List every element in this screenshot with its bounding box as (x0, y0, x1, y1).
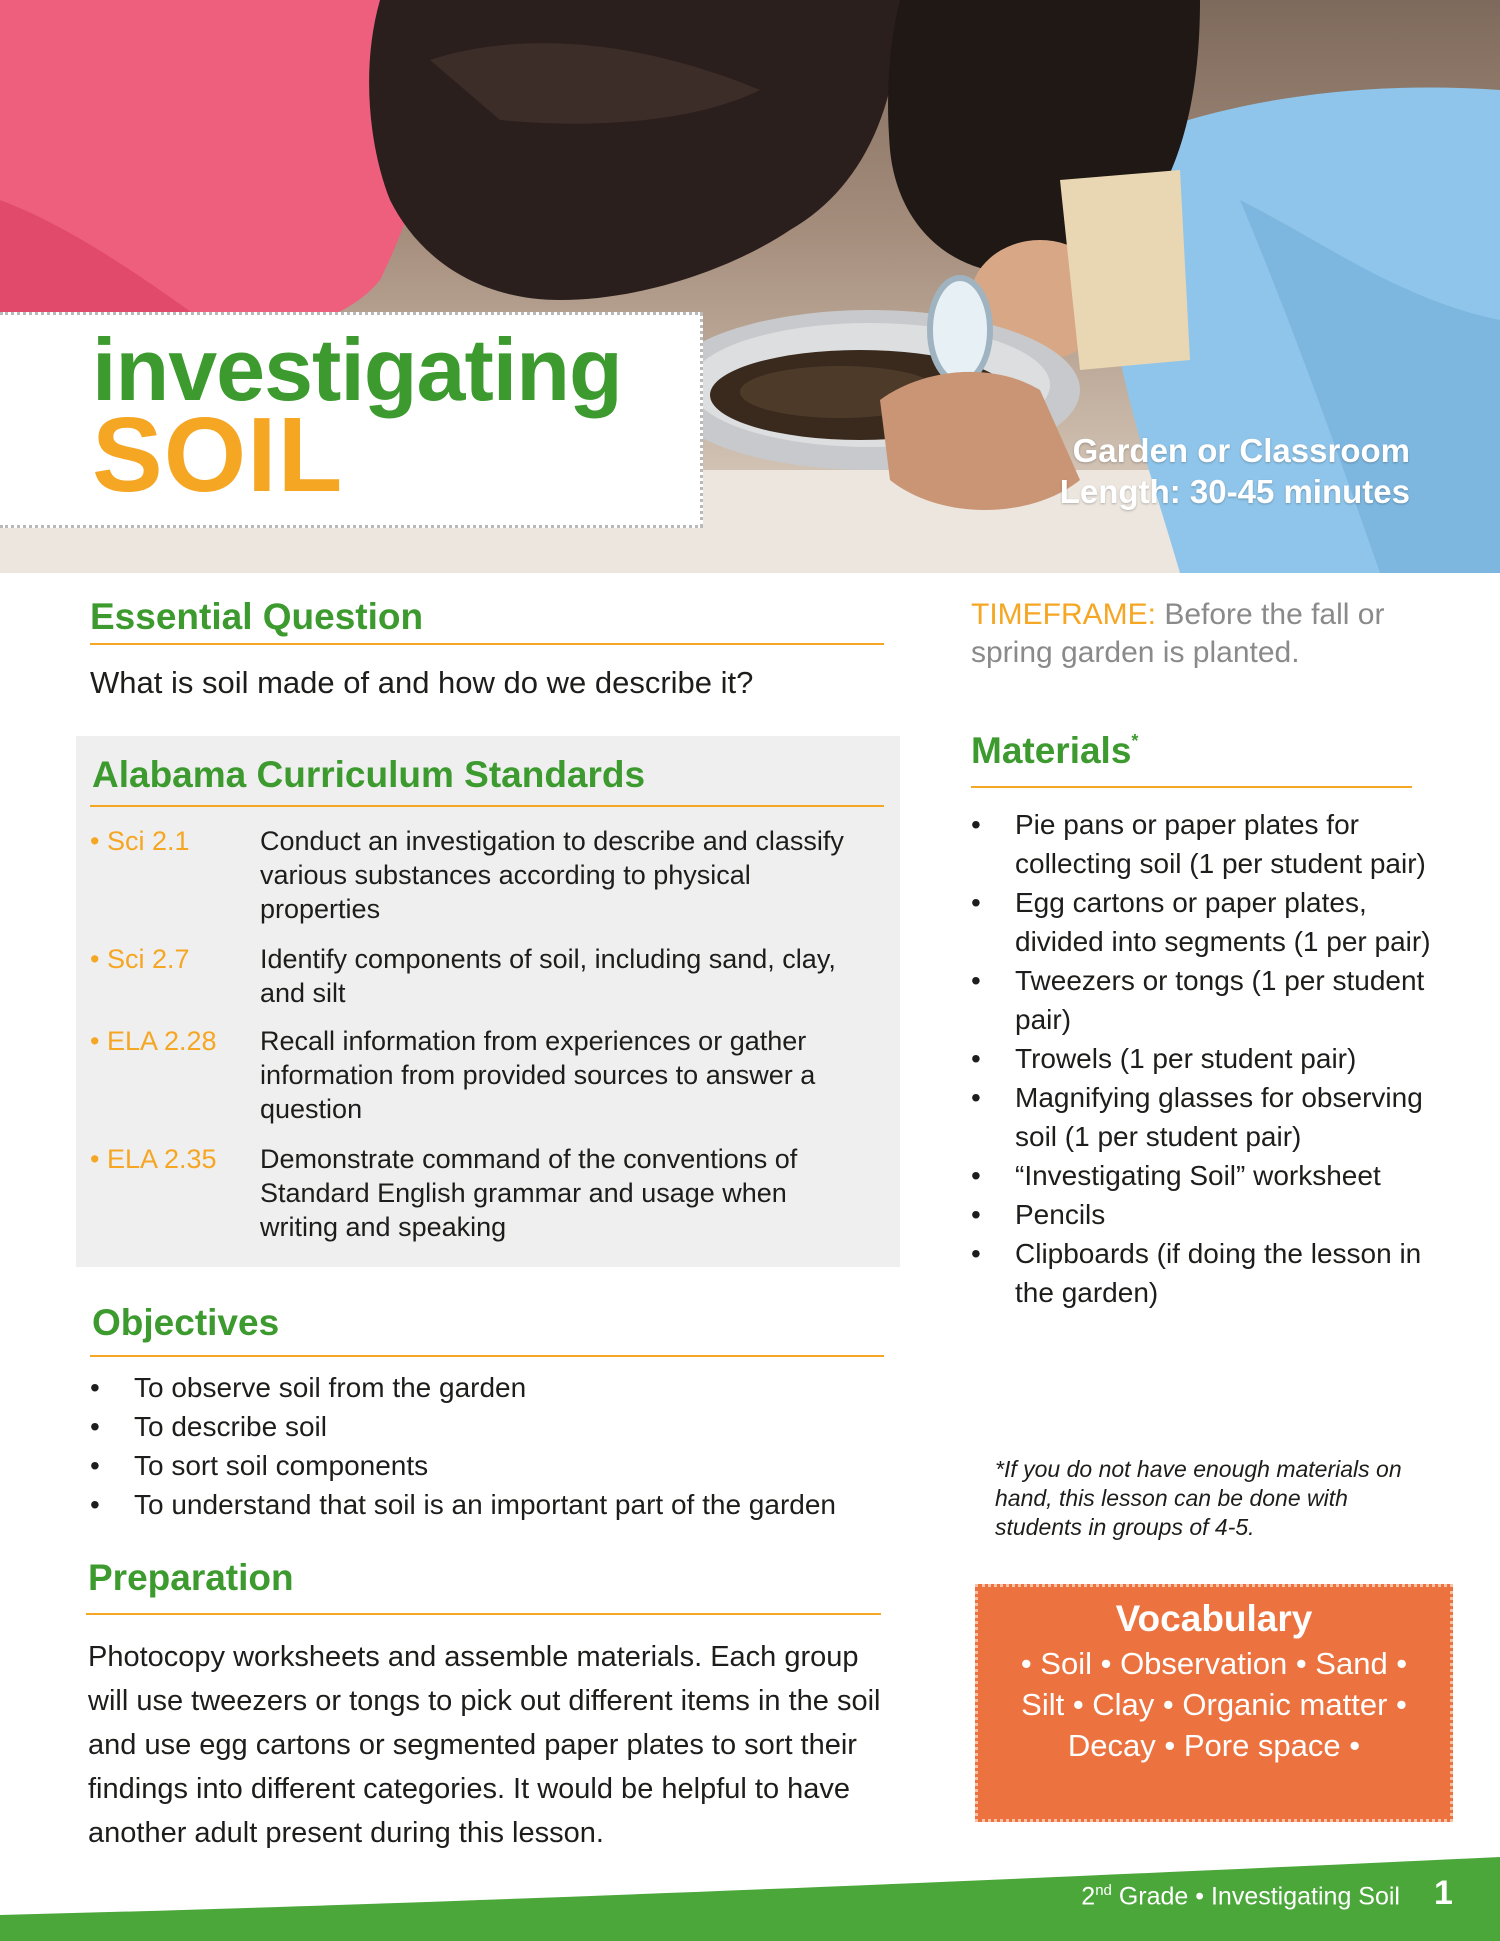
materials-heading-text: Materials (971, 730, 1132, 771)
standard-description: Identify components of soil, including sand, clay, and silt (260, 944, 836, 1008)
objectives-heading: Objectives (92, 1302, 280, 1343)
list-item: • Tweezers or tongs (1 per student pair) (971, 961, 1431, 1039)
essential-question-heading: Essential Question (90, 596, 424, 637)
standard-code: • ELA 2.28 (90, 1026, 217, 1056)
essential-question-rule (90, 643, 884, 645)
materials-heading (971, 732, 1138, 769)
standard-description: Conduct an investigation to describe and classify various substances according to physical properties (260, 826, 844, 924)
lesson-meta (1060, 430, 1410, 512)
vocabulary-heading: Vocabulary (1115, 1598, 1313, 1639)
objectives-rule (90, 1355, 884, 1357)
list-item: • Trowels (1 per student pair) (971, 1039, 1431, 1078)
title-line-1: investigating (92, 320, 622, 419)
list-item: • To sort soil components (90, 1446, 890, 1485)
preparation-text: Photocopy worksheets and assemble materials. Each group will use tweezers or tongs to pick out different items in the soil and use egg cartons or segmented paper plates to sort their findings into different categories. It would be helpful to have another adult present during this lesson. (88, 1641, 881, 1849)
standard-code: • ELA 2.35 (90, 1144, 217, 1174)
essential-question-text: What is soil made of and how do we describe it? (90, 665, 754, 700)
standard-code: • Sci 2.7 (90, 944, 190, 974)
vocabulary-list: • Soil • Observation • Sand • Silt • Clay • Organic matter • Decay • Pore space • (1020, 1646, 1408, 1763)
footer-grade-word: Grade (1111, 1882, 1189, 1911)
footer-grade-suffix: nd (1095, 1882, 1112, 1899)
list-item: • Clipboards (if doing the lesson in the garden) (971, 1234, 1431, 1312)
list-item: • To describe soil (90, 1407, 890, 1446)
list-item: • “Investigating Soil” worksheet (971, 1156, 1431, 1195)
materials-footnote: *If you do not have enough materials on hand, this lesson can be done with students in groups of 4-5. (995, 1456, 1402, 1540)
list-item: • To understand that soil is an important part of the garden (90, 1485, 890, 1524)
materials-rule (971, 786, 1412, 788)
list-item: • To observe soil from the garden (90, 1368, 890, 1407)
list-item: • Magnifying glasses for observing soil (1 per student pair) (971, 1078, 1431, 1156)
footer-lesson-name: Investigating Soil (1210, 1882, 1400, 1911)
standards-heading: Alabama Curriculum Standards (92, 754, 646, 795)
title-line-2: SOIL (92, 396, 344, 514)
standard-description: Demonstrate command of the conventions of Standard English grammar and usage when writing and speaking (260, 1144, 798, 1242)
standards-rule (90, 805, 884, 807)
materials-list (971, 805, 1431, 1312)
standard-code: • Sci 2.1 (90, 826, 190, 856)
preparation-rule (86, 1613, 881, 1615)
materials-asterisk: * (1131, 731, 1139, 751)
standard-description: Recall information from experiences or gather information from provided sources to answer a question (260, 1026, 816, 1124)
lesson-setting: Garden or Classroom (1072, 432, 1410, 469)
page-number: 1 (1434, 1874, 1453, 1912)
footer-grade-number: 2 (1081, 1882, 1096, 1911)
list-item: • Pencils (971, 1195, 1431, 1234)
footer-separator: • (1188, 1882, 1211, 1911)
hero-photo (0, 0, 1500, 573)
list-item: • Pie pans or paper plates for collecting soil (1 per student pair) (971, 805, 1431, 883)
timeframe (971, 596, 1421, 672)
list-item: • Egg cartons or paper plates, divided into segments (1 per pair) (971, 883, 1431, 961)
lesson-length: Length: 30-45 minutes (1059, 473, 1410, 510)
footer-lesson (1081, 1882, 1400, 1911)
timeframe-label: TIMEFRAME: (971, 598, 1156, 631)
preparation-heading: Preparation (88, 1557, 294, 1598)
timeframe-text: Before the fall or spring garden is planted. (971, 598, 1385, 669)
vocabulary-box (975, 1584, 1453, 1822)
objectives-list (90, 1368, 890, 1524)
